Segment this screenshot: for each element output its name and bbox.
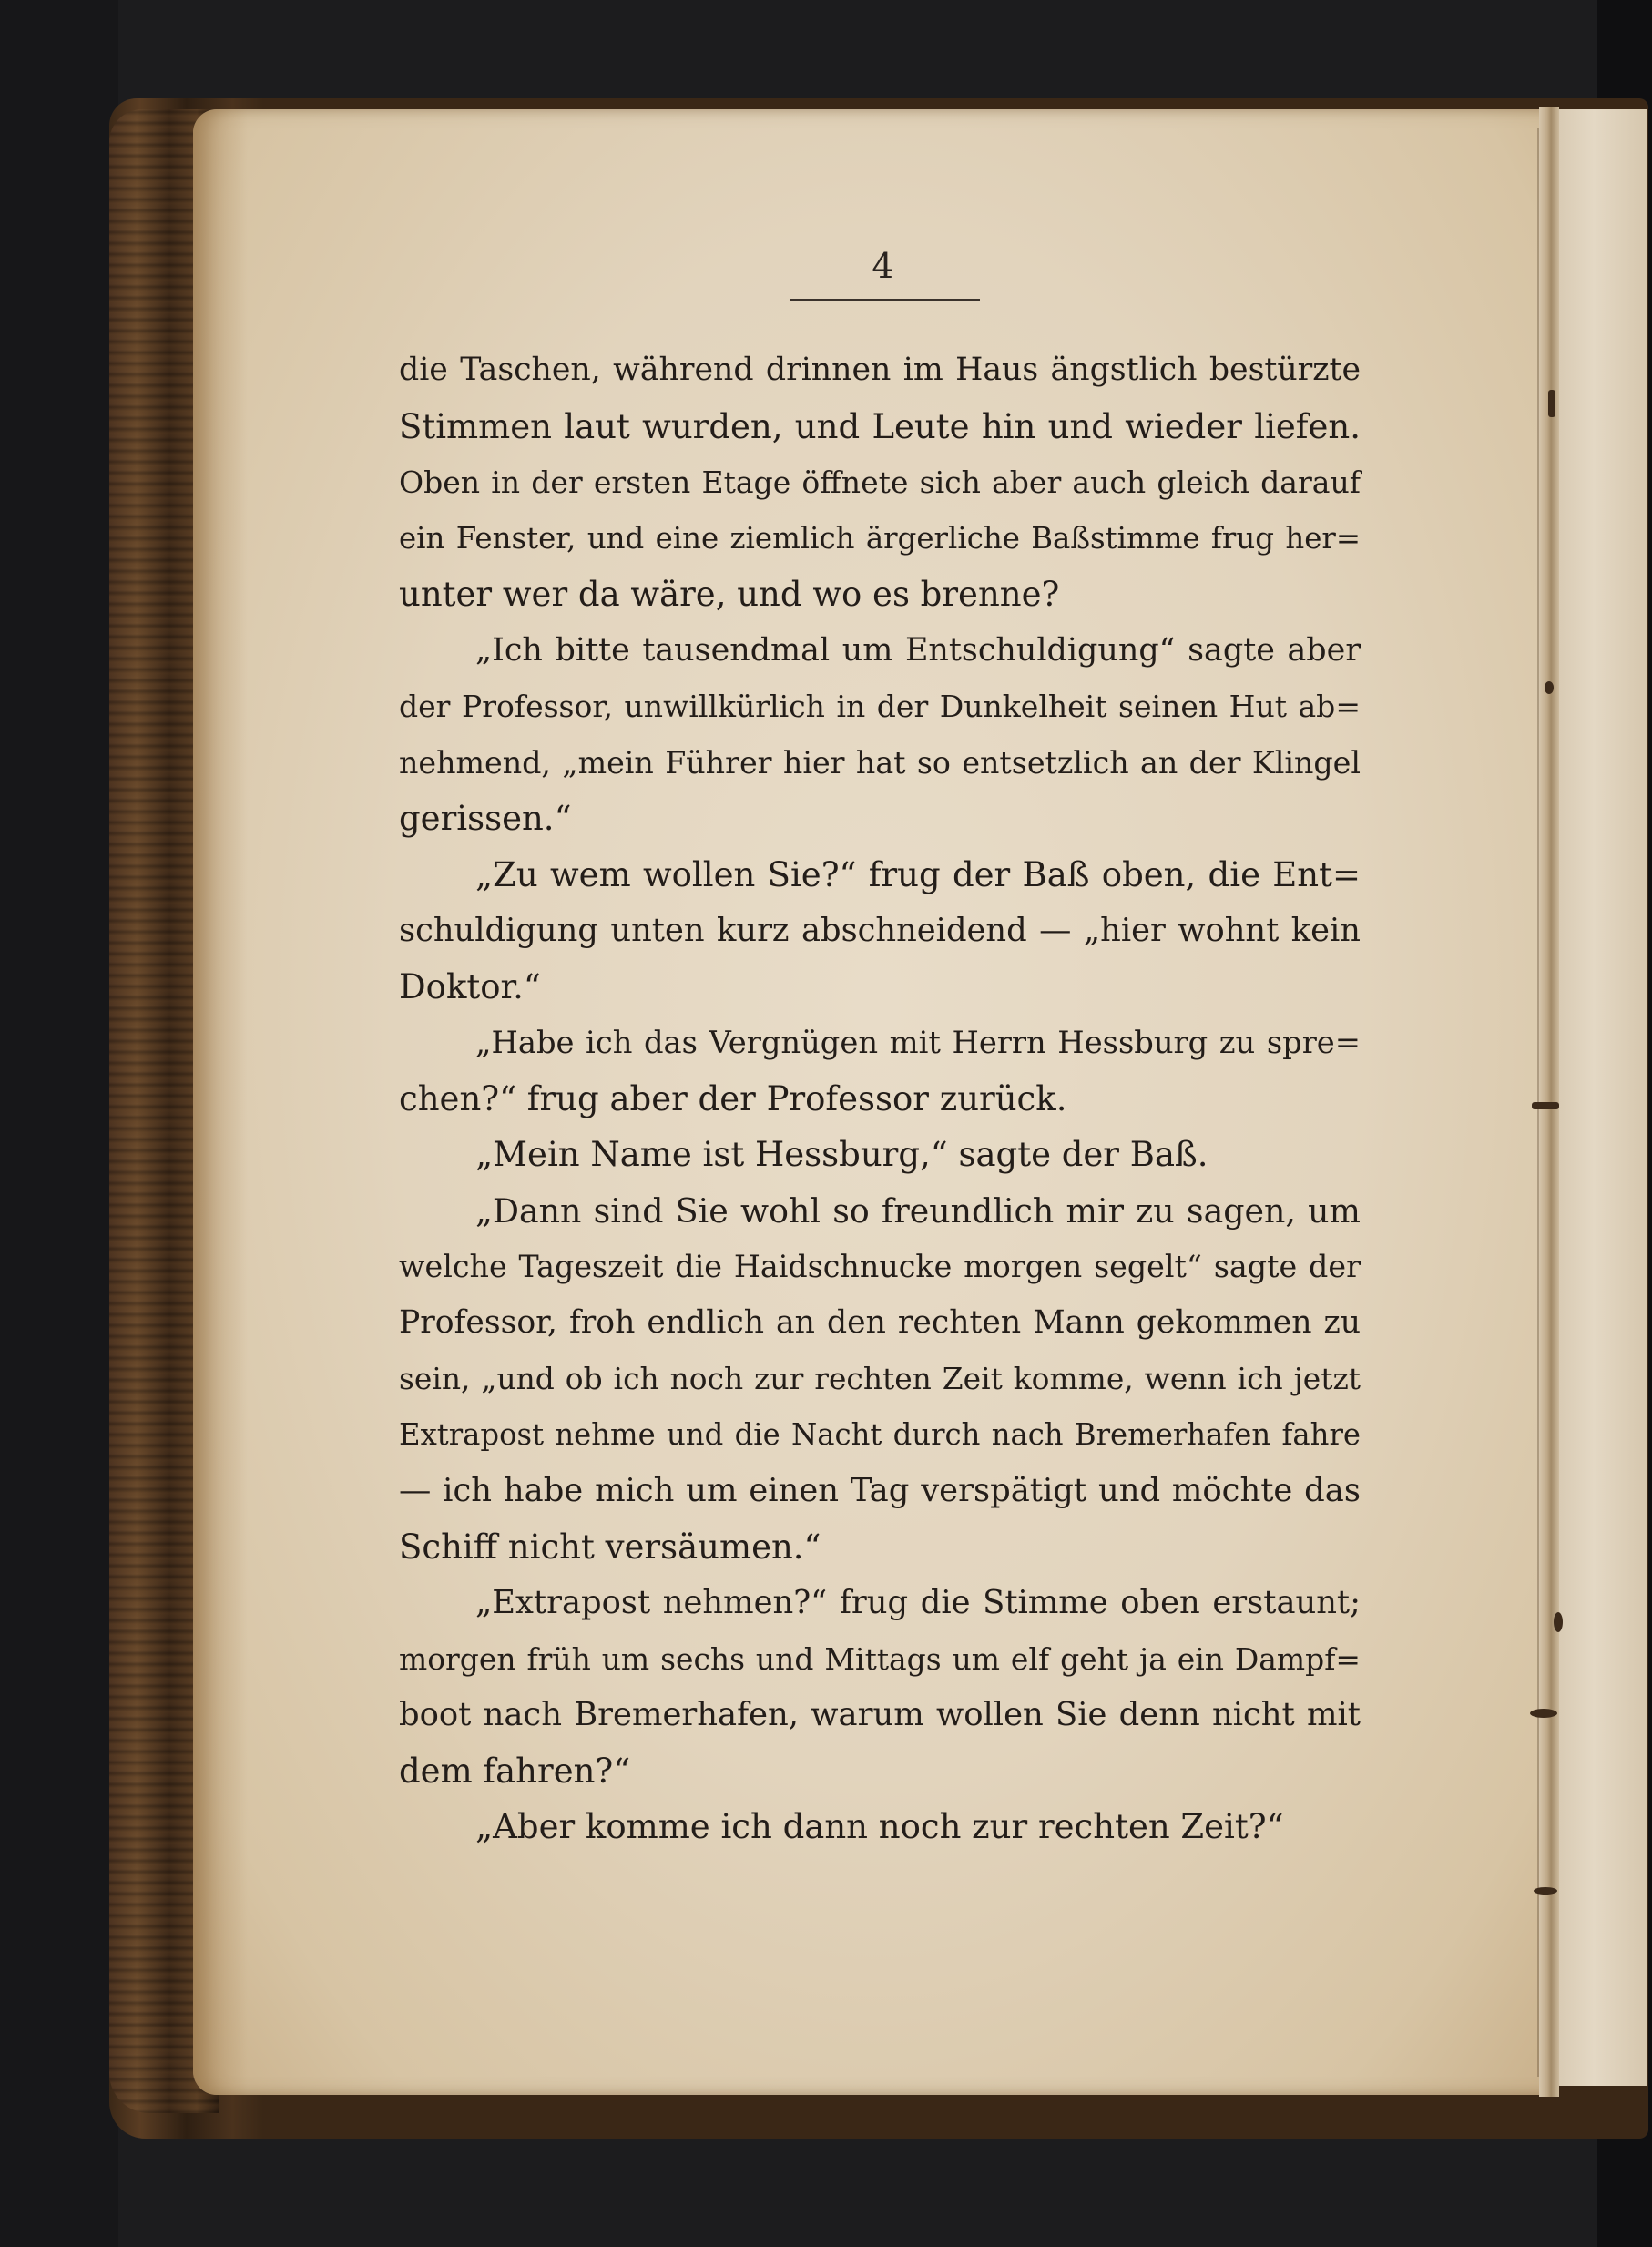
text-line: „Dann sind Sie wohl so freundlich mir zu sagen, um xyxy=(475,1190,1361,1231)
binding-thread-mark xyxy=(1532,1102,1559,1109)
text-line: morgen früh um sechs und Mittags um elf geht ja ein Dampf= xyxy=(399,1640,1361,1677)
text-line: „Zu wem wollen Sie?“ frug der Baß oben, die Ent= xyxy=(475,854,1361,894)
text-line: Professor, froh endlich an den rechten Mann gekommen zu xyxy=(399,1303,1361,1341)
text-line: unter wer da wäre, und wo es brenne? xyxy=(399,575,1060,614)
text-line: nehmend, „mein Führer hier hat so entsetzlich an der Klingel xyxy=(399,744,1361,781)
page-number: 4 xyxy=(872,246,895,286)
facing-page-sliver xyxy=(1559,109,1647,2086)
binding-thread-mark xyxy=(1534,1887,1557,1895)
text-line: welche Tageszeit die Haidschnucke morgen segelt“ sagte der xyxy=(399,1249,1361,1284)
text-line: Stimmen laut wurden, und Leute hin und wieder liefen. xyxy=(399,406,1361,446)
text-line: Extrapost nehme und die Nacht durch nach Bremerhafen fahre xyxy=(399,1416,1361,1452)
text-line: „Mein Name ist Hessburg,“ sagte der Baß. xyxy=(475,1135,1208,1174)
dark-backdrop-left xyxy=(0,0,118,2247)
text-line: „Extrapost nehmen?“ frug die Stimme oben erstaunt; xyxy=(475,1584,1361,1621)
page-edge-stain xyxy=(193,109,248,2095)
text-line: boot nach Bremerhafen, warum wollen Sie denn nicht mit xyxy=(399,1696,1361,1733)
binding-thread-mark xyxy=(1530,1709,1557,1718)
text-line: Schiff nicht versäumen.“ xyxy=(399,1527,821,1567)
text-line: dem fahren?“ xyxy=(399,1751,631,1791)
body-text xyxy=(399,342,1361,1855)
binding-thread-mark xyxy=(1545,681,1554,694)
text-line: — ich habe mich um einen Tag verspätigt und möchte das xyxy=(399,1472,1361,1509)
text-line: sein, „und ob ich noch zur rechten Zeit komme, wenn ich jetzt xyxy=(399,1361,1361,1396)
text-line: „Ich bitte tausendmal um Entschuldigung“ sagte aber xyxy=(475,631,1361,669)
text-line: die Taschen, während drinnen im Haus ängstlich bestürzte xyxy=(399,352,1361,388)
binding-thread-mark xyxy=(1554,1612,1563,1632)
text-line: Oben in der ersten Etage öffnete sich aber auch gleich darauf xyxy=(399,465,1361,500)
text-line: chen?“ frug aber der Professor zurück. xyxy=(399,1078,1067,1118)
header-rule xyxy=(790,299,980,301)
text-line: gerissen.“ xyxy=(399,799,572,838)
text-line: ein Fenster, und eine ziemlich ärgerliche Baßstimme frug her= xyxy=(399,520,1361,556)
text-line: „Habe ich das Vergnügen mit Herrn Hessburg zu spre= xyxy=(475,1025,1361,1060)
binding-thread-mark xyxy=(1548,390,1555,417)
text-line: der Professor, unwillkürlich in der Dunkelheit seinen Hut ab= xyxy=(399,689,1361,724)
text-line: schuldigung unten kurz abschneidend — „hier wohnt kein xyxy=(399,912,1361,949)
text-line: Doktor.“ xyxy=(399,966,541,1006)
text-line: „Aber komme ich dann noch zur rechten Zeit?“ xyxy=(475,1807,1284,1846)
